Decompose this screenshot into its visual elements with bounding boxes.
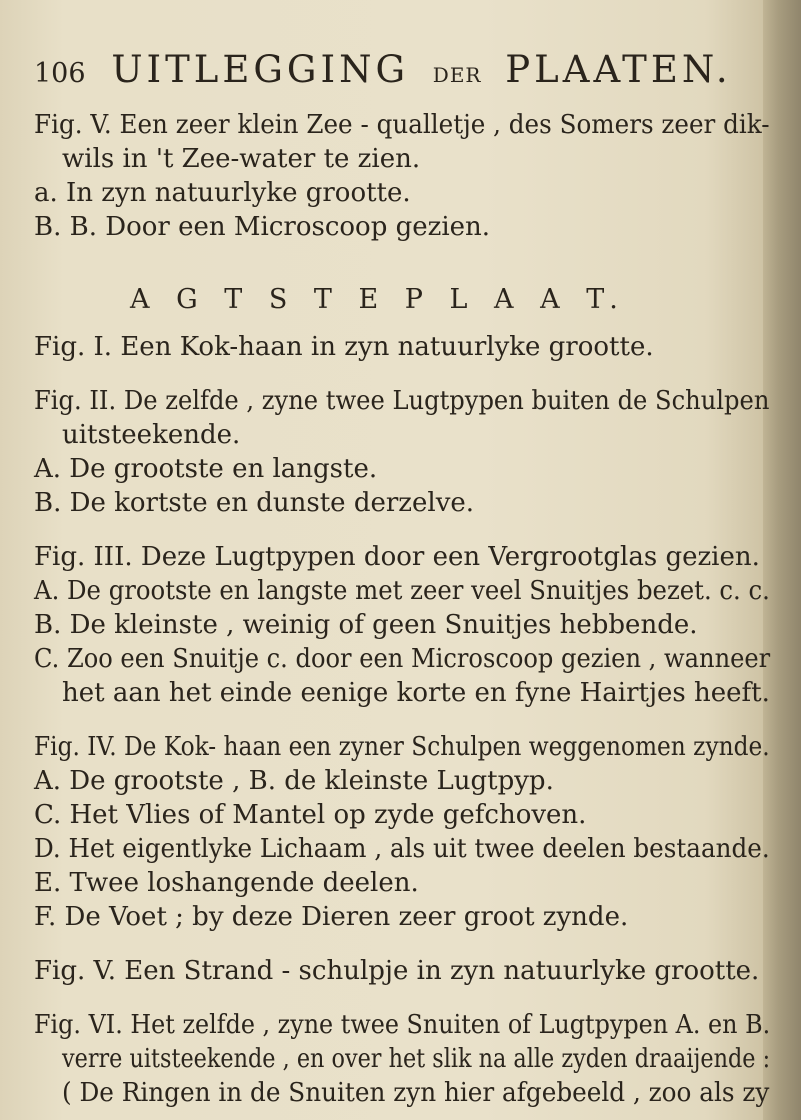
text-line: A. De grootste , B. de kleinste Lugtpyp. bbox=[34, 766, 554, 796]
text-line: a. In zyn natuurlyke grootte. bbox=[34, 178, 411, 208]
header-title-der: DER bbox=[432, 63, 482, 87]
text-line: Fig. I. Een Kok-haan in zyn natuurlyke grootte. bbox=[34, 332, 654, 362]
text-line: Fig. V. Een zeer klein Zee - qualletje , des Somers zeer dik- bbox=[34, 110, 770, 140]
text-line: B. De kortste en dunste derzelve. bbox=[34, 488, 475, 518]
text-line: F. De Voet ; by deze Dieren zeer groot zynde. bbox=[34, 902, 629, 932]
header-title-part1: UITLEGGING bbox=[111, 48, 410, 91]
text-line: Fig. V. Een Strand - schulpje in zyn natuurlyke grootte. bbox=[34, 956, 760, 986]
text-line: E. Twee loshangende deelen. bbox=[34, 868, 419, 898]
text-line: C. Zoo een Snuitje c. door een Microscoop gezien , wanneer bbox=[34, 644, 771, 674]
running-header bbox=[34, 48, 734, 98]
text-line: A. De grootste en langste. bbox=[34, 454, 378, 484]
header-title-part2: PLAATEN. bbox=[505, 48, 732, 91]
text-line: B. De kleinste , weinig of geen Snuitjes hebbende. bbox=[34, 610, 698, 640]
text-line: C. Het Vlies of Mantel op zyde gefchoven. bbox=[34, 800, 587, 830]
page-number: 106 bbox=[34, 58, 86, 89]
text-line: A. De grootste en langste met zeer veel Snuitjes bezet. c. c. bbox=[34, 576, 770, 606]
text-line: B. B. Door een Microscoop gezien. bbox=[34, 212, 491, 242]
text-line: Fig. IV. De Kok- haan een zyner Schulpen weggenomen zynde. bbox=[34, 732, 770, 762]
text-line: D. Het eigentlyke Lichaam , als uit twee deelen bestaande. bbox=[34, 834, 770, 864]
text-line: Fig. VI. Het zelfde , zyne twee Snuiten of Lugtpypen A. en B. bbox=[34, 1010, 771, 1040]
text-line: Fig. III. Deze Lugtpypen door een Vergrootglas gezien. bbox=[34, 542, 760, 572]
text-line: wils in 't Zee-water te zien. bbox=[62, 144, 421, 174]
page-edge-shadow bbox=[763, 0, 801, 1120]
text-line: het aan het einde eenige korte en fyne Hairtjes heeft. bbox=[62, 678, 770, 708]
text-line: Fig. II. De zelfde , zyne twee Lugtpypen buiten de Schulpen bbox=[34, 386, 770, 416]
section-heading: A G T S T E P L A A T. bbox=[130, 284, 627, 315]
text-line: verre uitsteekende , en over het slik na alle zyden draaijende : bbox=[62, 1044, 771, 1074]
text-line: ( De Ringen in de Snuiten zyn hier afgebeeld , zoo als zy bbox=[62, 1078, 770, 1108]
text-line: uitsteekende. bbox=[62, 420, 241, 450]
